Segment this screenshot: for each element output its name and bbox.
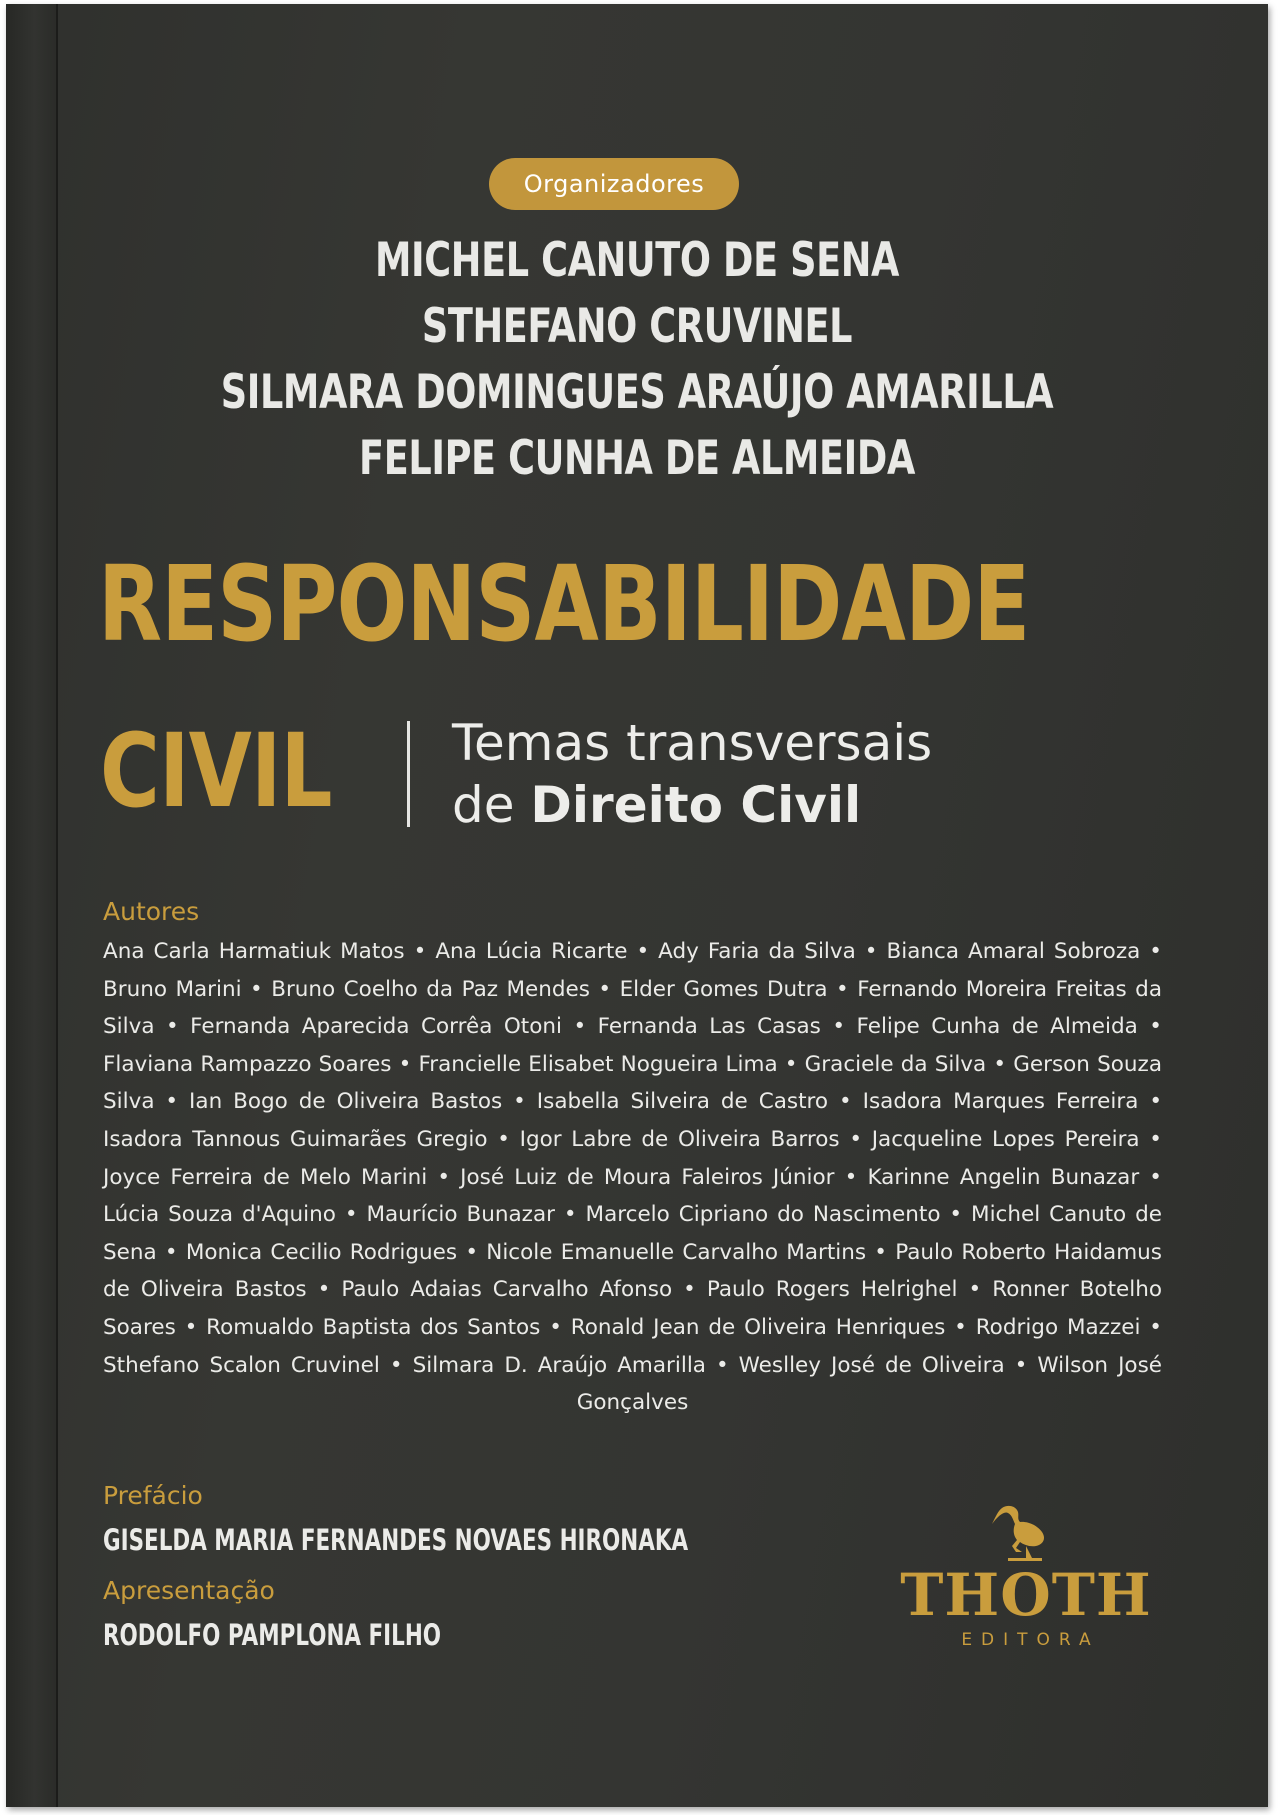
publisher-subtitle: EDITORA: [961, 1630, 1100, 1650]
authors-label: Autores: [103, 897, 200, 926]
subtitle-bold: Direito Civil: [530, 776, 862, 834]
publisher-logo: [886, 1504, 1166, 1654]
organizer-name: SILMARA DOMINGUES ARAÚJO AMARILLA: [220, 365, 1054, 420]
organizer-name: MICHEL CANUTO DE SENA: [374, 233, 900, 288]
organizer-name: FELIPE CUNHA DE ALMEIDA: [359, 431, 915, 486]
subtitle-line-1: Temas transversais: [452, 714, 933, 772]
organizers-badge: Organizadores: [489, 158, 739, 210]
presentation-label: Apresentação: [103, 1576, 275, 1605]
book-subtitle: [452, 712, 932, 836]
organizer-name: STHEFANO CRUVINEL: [421, 299, 853, 354]
subtitle-line-2: [452, 774, 932, 836]
book-title: RESPONSABILIDADE: [98, 543, 1030, 665]
book-cover: [6, 4, 1268, 1807]
authors-list: Ana Carla Harmatiuk Matos • Ana Lúcia Ricarte • Ady Faria da Silva • Bianca Amaral Sobroza • Bruno Marini • Bruno Coelho da Paz Mendes • Elder Gomes Dutra • Fernando Moreira Freitas da Silva • Fernanda Aparecida Corrêa Otoni • Fernanda Las Casas • Felipe Cunha de Almeida • Flaviana Rampazzo Soares • Francielle Elisabet Nogueira Lima • Graciele da Silva • Gerson Souza Silva • Ian Bogo de Oliveira Bastos • Isabella Silveira de Castro • Isadora Marques Ferreira • Isadora Tannous Guimarães Gregio • Igor Labre de Oliveira Barros • Jacqueline Lopes Pereira • Joyce Ferreira de Melo Marini • José Luiz de Moura Faleiros Júnior • Karinne Angelin Bunazar • Lúcia Souza d'Aquino • Maurício Bunazar • Marcelo Cipriano do Nascimento • Michel Canuto de Sena • Monica Cecilio Rodrigues • Nicole Emanuelle Carvalho Martins • Paulo Roberto Haidamus de Oliveira Bastos • Paulo Adaias Carvalho Afonso • Paulo Rogers Helrighel • Ronner Botelho Soares • Romualdo Baptista dos Santos • Ronald Jean de Oliveira Henriques • Rodrigo Mazzei • Sthefano Scalon Cruvinel • Silmara D. Araújo Amarilla • Weslley José de Oliveira • Wilson José Gonçalves: [103, 939, 1162, 1416]
book-title-civil: CIVIL: [100, 712, 332, 831]
preface-author: GISELDA MARIA FERNANDES NOVAES HIRONAKA: [103, 1523, 689, 1557]
subtitle-prefix: de: [452, 776, 531, 834]
publisher-name: THOTH: [900, 1561, 1152, 1629]
organizers-list: [6, 228, 1268, 492]
ibis-icon: [986, 1502, 1066, 1566]
title-divider: [407, 721, 410, 827]
preface-label: Prefácio: [103, 1481, 203, 1510]
presentation-author: RODOLFO PAMPLONA FILHO: [103, 1618, 442, 1652]
